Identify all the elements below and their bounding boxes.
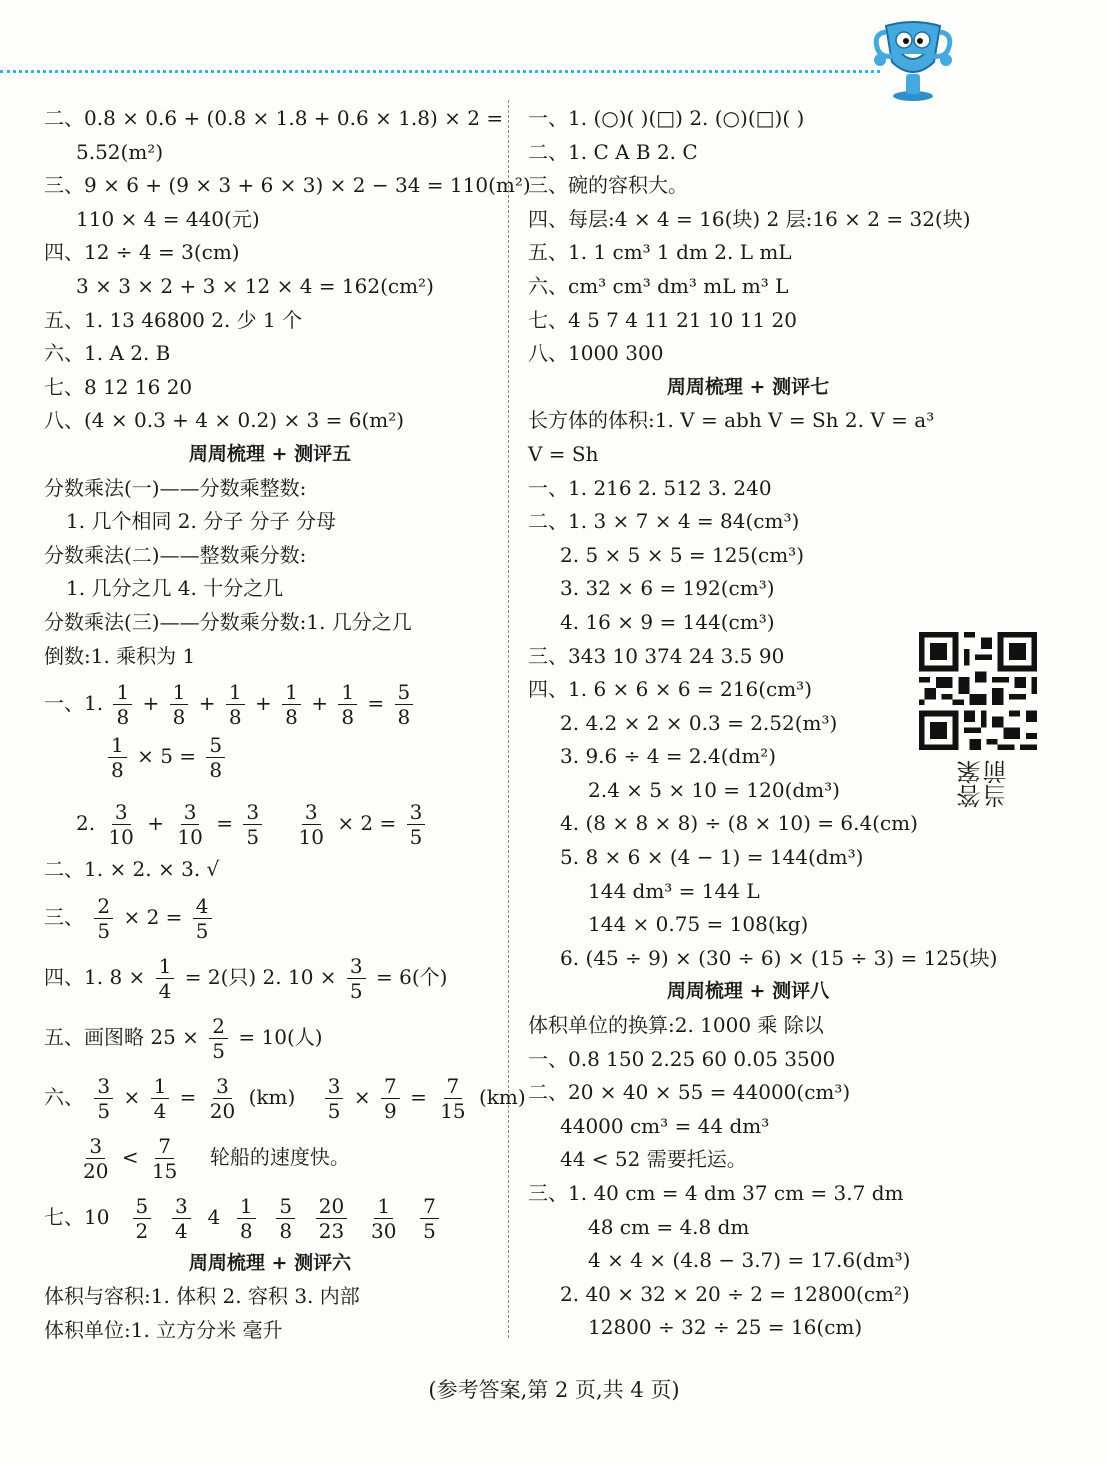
text-part: 4 xyxy=(207,1204,221,1229)
answer-line: 分数乘法(三)——分数乘分数:1. 几分之几 xyxy=(44,609,412,634)
numerator: 4 xyxy=(193,894,212,919)
fraction-line xyxy=(44,673,496,733)
trophy-mascot-icon xyxy=(868,12,958,102)
answer-line: 三、343 10 374 24 3.5 90 xyxy=(528,643,785,668)
fraction xyxy=(407,800,426,849)
qr-code-icon[interactable] xyxy=(918,632,1038,750)
fraction-line xyxy=(44,793,496,853)
fraction xyxy=(172,1194,191,1243)
denominator: 4 xyxy=(174,1218,188,1243)
fraction xyxy=(108,733,127,782)
fraction-line xyxy=(44,887,496,947)
numerator: 3 xyxy=(325,1074,344,1099)
unit: (km) xyxy=(248,1084,296,1109)
left-column xyxy=(44,102,531,1347)
item-label: 一、1. xyxy=(44,691,104,716)
denominator: 10 xyxy=(177,825,203,850)
fraction xyxy=(381,1074,400,1123)
answer-line: 110 × 4 = 440(元) xyxy=(76,206,260,231)
answer-line: 分数乘法(二)——整数乘分数: xyxy=(44,542,307,567)
fraction xyxy=(282,680,301,729)
denominator: 5 xyxy=(409,825,423,850)
answer-line: 144 × 0.75 = 108(kg) xyxy=(588,912,809,937)
page-footer: (参考答案,第 2 页,共 4 页) xyxy=(428,1378,680,1402)
answer-line: 七、4 5 7 4 11 21 10 11 20 xyxy=(528,307,798,332)
numerator: 3 xyxy=(94,1074,113,1099)
denominator: 8 xyxy=(116,705,130,730)
operator: + xyxy=(254,691,272,716)
fraction xyxy=(395,680,414,729)
answer-line: 2. 5 × 5 × 5 = 125(cm³) xyxy=(560,542,804,567)
fraction xyxy=(209,1014,228,1063)
answer-line: 二、1. × 2. × 3. √ xyxy=(44,857,220,882)
denominator: 4 xyxy=(153,1098,167,1123)
text-part: = 2(只) 2. 10 × xyxy=(184,964,337,989)
unit: (km) xyxy=(479,1084,526,1109)
fraction xyxy=(94,1074,113,1123)
operator: × xyxy=(123,1084,141,1109)
numerator: 1 xyxy=(156,954,175,979)
operator: = xyxy=(179,1084,197,1109)
denominator: 5 xyxy=(327,1098,341,1123)
answer-line: 144 dm³ = 144 L xyxy=(588,878,760,903)
numerator: 1 xyxy=(108,733,127,758)
answer-line: 二、1. C A B 2. C xyxy=(528,139,698,164)
answer-line: 四、1. 6 × 6 × 6 = 216(cm³) xyxy=(528,677,812,702)
numerator: 3 xyxy=(172,1194,191,1219)
answer-line: 44000 cm³ = 44 dm³ xyxy=(560,1113,770,1138)
numerator: 1 xyxy=(282,680,301,705)
numerator: 5 xyxy=(276,1194,295,1219)
numerator: 2 xyxy=(209,1014,228,1039)
answer-line: 四、每层:4 × 4 = 16(块) 2 层:16 × 2 = 32(块) xyxy=(528,206,971,231)
fraction xyxy=(94,894,113,943)
numerator: 5 xyxy=(206,733,225,758)
fraction xyxy=(207,1074,238,1123)
denominator: 10 xyxy=(108,825,134,850)
denominator: 8 xyxy=(111,758,124,783)
denominator: 5 xyxy=(97,918,111,943)
fraction xyxy=(156,954,175,1003)
operator: × 5 = xyxy=(137,744,197,769)
denominator: 15 xyxy=(151,1158,178,1183)
operator: = xyxy=(410,1084,427,1109)
operator: + xyxy=(142,691,160,716)
operator: + xyxy=(147,811,165,836)
answer-line: 一、0.8 150 2.25 60 0.05 3500 xyxy=(528,1046,836,1071)
denominator: 8 xyxy=(279,1218,293,1243)
fraction xyxy=(170,680,189,729)
answer-line: 44 < 52 需要托运。 xyxy=(560,1147,747,1172)
answer-line: 六、1. A 2. B xyxy=(44,341,171,366)
fraction xyxy=(338,680,357,729)
denominator: 15 xyxy=(440,1098,466,1123)
fraction xyxy=(296,800,327,849)
operator: + xyxy=(311,691,328,716)
denominator: 8 xyxy=(209,758,223,783)
answer-line: 长方体的体积:1. V = abh V = Sh 2. V = a³ xyxy=(528,408,935,433)
answer-line: 八、1000 300 xyxy=(528,341,664,366)
answer-line: 2.4 × 5 × 10 = 120(dm³) xyxy=(588,777,840,802)
section-heading-6: 周周梳理 + 测评六 xyxy=(188,1251,352,1274)
numerator: 3 xyxy=(243,800,262,825)
text-part: = 6(个) xyxy=(376,964,448,989)
fraction xyxy=(368,1194,399,1243)
denominator: 20 xyxy=(209,1098,236,1123)
text-part: 四、1. 8 × xyxy=(44,964,146,989)
denominator: 8 xyxy=(397,705,411,730)
answer-line: 3 × 3 × 2 + 3 × 12 × 4 = 162(cm²) xyxy=(76,273,434,298)
numerator: 3 xyxy=(302,800,321,825)
numerator: 1 xyxy=(374,1194,393,1219)
answer-line: V = Sh xyxy=(528,441,599,466)
answer-line: 五、1. 1 cm³ 1 dm 2. L mL xyxy=(528,240,792,265)
fraction xyxy=(226,680,245,729)
operator: = xyxy=(216,811,233,836)
numerator: 3 xyxy=(112,800,131,825)
answer-line: 三、9 × 6 + (9 × 3 + 6 × 3) × 2 − 34 = 110(m²) xyxy=(44,173,531,198)
numerator: 5 xyxy=(395,680,414,705)
fraction xyxy=(325,1074,344,1123)
numerator: 1 xyxy=(226,680,245,705)
answer-line: 5. 8 × 6 × (4 − 1) = 144(dm³) xyxy=(560,845,864,870)
answer-line: 4. (8 × 8 × 8) ÷ (8 × 10) = 6.4(cm) xyxy=(560,811,918,836)
answer-line: 3. 9.6 ÷ 4 = 2.4(dm²) xyxy=(560,744,777,769)
fraction xyxy=(237,1194,256,1243)
fraction-line xyxy=(44,733,496,793)
denominator: 9 xyxy=(383,1098,397,1123)
operator: = xyxy=(367,691,385,716)
numerator: 5 xyxy=(133,1194,152,1219)
fraction xyxy=(113,680,132,729)
answer-line: 12800 ÷ 32 ÷ 25 = 16(cm) xyxy=(588,1315,863,1340)
denominator: 30 xyxy=(370,1218,397,1243)
answer-line: 体积单位的换算:2. 1000 乘 除以 xyxy=(528,1013,824,1038)
numerator: 7 xyxy=(381,1074,400,1099)
denominator: 8 xyxy=(341,705,355,730)
fraction-line xyxy=(44,1067,526,1127)
numerator: 7 xyxy=(155,1134,174,1159)
answer-line: 2. 4.2 × 2 × 0.3 = 2.52(m³) xyxy=(560,710,838,735)
answer-line: 48 cm = 4.8 dm xyxy=(588,1214,750,1239)
answer-line: 4 × 4 × (4.8 − 3.7) = 17.6(dm³) xyxy=(588,1248,911,1273)
fraction xyxy=(174,800,205,849)
answer-line: 3. 32 × 6 = 192(cm³) xyxy=(560,576,775,601)
fraction xyxy=(105,800,136,849)
answer-line: 八、(4 × 0.3 + 4 × 0.2) × 3 = 6(m²) xyxy=(44,408,405,433)
denominator: 20 xyxy=(83,1158,109,1183)
numerator: 3 xyxy=(213,1074,232,1099)
fraction-line xyxy=(44,1007,496,1067)
operator: × 2 = xyxy=(123,904,183,929)
answer-line: 七、8 12 16 20 xyxy=(44,374,193,399)
text-part: 五、画图略 25 × xyxy=(44,1024,199,1049)
answer-line: 四、12 ÷ 4 = 3(cm) xyxy=(44,240,240,265)
answer-line: 4. 16 × 9 = 144(cm³) xyxy=(560,609,775,634)
numerator: 3 xyxy=(86,1134,105,1159)
fraction xyxy=(193,894,212,943)
operator: × xyxy=(353,1084,371,1109)
answer-line: 六、cm³ cm³ dm³ mL m³ L xyxy=(528,273,789,298)
fraction xyxy=(437,1074,468,1123)
denominator: 5 xyxy=(349,978,363,1003)
answer-line: 分数乘法(一)——分数乘整数: xyxy=(44,475,307,500)
numerator: 7 xyxy=(420,1194,439,1219)
answer-line: 三、碗的容积大。 xyxy=(528,173,688,198)
numerator: 3 xyxy=(407,800,426,825)
numerator: 3 xyxy=(181,800,200,825)
answer-line: 1. 几分之几 4. 十分之几 xyxy=(66,576,284,601)
operator: + xyxy=(198,691,216,716)
answer-line: 5.52(m²) xyxy=(76,139,164,164)
numerator: 3 xyxy=(347,954,366,979)
denominator: 23 xyxy=(318,1218,345,1243)
denominator: 5 xyxy=(246,825,260,850)
numerator: 2 xyxy=(94,894,113,919)
text-part: = 10(人) xyxy=(238,1024,323,1049)
qr-label: 答案当前 xyxy=(957,760,1011,808)
fraction xyxy=(206,733,225,782)
fraction-line xyxy=(44,1127,496,1187)
denominator: 8 xyxy=(285,705,298,730)
numerator: 1 xyxy=(338,680,357,705)
answer-line: 1. 几个相同 2. 分子 分子 分母 xyxy=(66,509,336,534)
answer-line: 一、1. (○)( )(□) 2. (○)(□)( ) xyxy=(528,106,805,130)
answer-line: 2. 40 × 32 × 20 ÷ 2 = 12800(cm²) xyxy=(560,1281,910,1306)
item-label: 2. xyxy=(76,811,96,836)
answer-line: 五、1. 13 46800 2. 少 1 个 xyxy=(44,307,303,332)
fraction xyxy=(80,1134,111,1183)
answer-line: 二、0.8 × 0.6 + (0.8 × 1.8 + 0.6 × 1.8) × 2 = xyxy=(44,106,504,130)
denominator: 8 xyxy=(228,705,242,730)
answer-line: 一、1. 216 2. 512 3. 240 xyxy=(528,475,772,500)
answer-line: 体积单位:1. 立方分米 毫升 xyxy=(44,1317,283,1342)
text-part: 轮船的速度快。 xyxy=(209,1144,350,1169)
fraction-line xyxy=(44,947,496,1007)
fraction xyxy=(316,1194,347,1243)
denominator: 5 xyxy=(195,918,209,943)
fraction xyxy=(276,1194,295,1243)
numerator: 1 xyxy=(170,680,189,705)
answer-line: 6. (45 ÷ 9) × (30 ÷ 6) × (15 ÷ 3) = 125(块) xyxy=(560,945,998,970)
column-divider xyxy=(508,100,509,1338)
numerator: 1 xyxy=(237,1194,256,1219)
numerator: 7 xyxy=(444,1074,463,1099)
denominator: 2 xyxy=(135,1218,149,1243)
fraction xyxy=(420,1194,439,1243)
denominator: 4 xyxy=(158,978,172,1003)
denominator: 8 xyxy=(172,705,186,730)
answer-line: 倒数:1. 乘积为 1 xyxy=(44,643,196,668)
fraction xyxy=(149,1134,180,1183)
fraction xyxy=(133,1194,152,1243)
text-part: 七、10 xyxy=(44,1204,110,1229)
denominator: 5 xyxy=(212,1038,226,1063)
denominator: 8 xyxy=(239,1218,253,1243)
item-label: 三、 xyxy=(44,904,84,929)
answer-line: 二、1. 3 × 7 × 4 = 84(cm³) xyxy=(528,509,800,534)
section-heading-5: 周周梳理 + 测评五 xyxy=(188,442,352,465)
answer-line: 体积与容积:1. 体积 2. 容积 3. 内部 xyxy=(44,1284,360,1309)
fraction-line xyxy=(44,1187,496,1247)
denominator: 5 xyxy=(97,1098,111,1123)
fraction xyxy=(347,954,366,1003)
section-heading-8: 周周梳理 + 测评八 xyxy=(666,980,830,1003)
section-heading-7: 周周梳理 + 测评七 xyxy=(666,375,830,398)
numerator: 1 xyxy=(151,1074,170,1099)
denominator: 5 xyxy=(423,1218,436,1243)
item-label: 六、 xyxy=(44,1084,84,1109)
answer-line: 二、20 × 40 × 55 = 44000(cm³) xyxy=(528,1080,851,1105)
operator: × 2 = xyxy=(337,811,397,836)
operator: < xyxy=(121,1144,139,1169)
answer-line: 三、1. 40 cm = 4 dm 37 cm = 3.7 dm xyxy=(528,1181,904,1205)
dotted-header-line xyxy=(0,70,880,73)
fraction xyxy=(151,1074,170,1123)
numerator: 1 xyxy=(113,680,132,705)
fraction xyxy=(243,800,262,849)
numerator: 20 xyxy=(316,1194,347,1219)
denominator: 10 xyxy=(298,825,324,850)
